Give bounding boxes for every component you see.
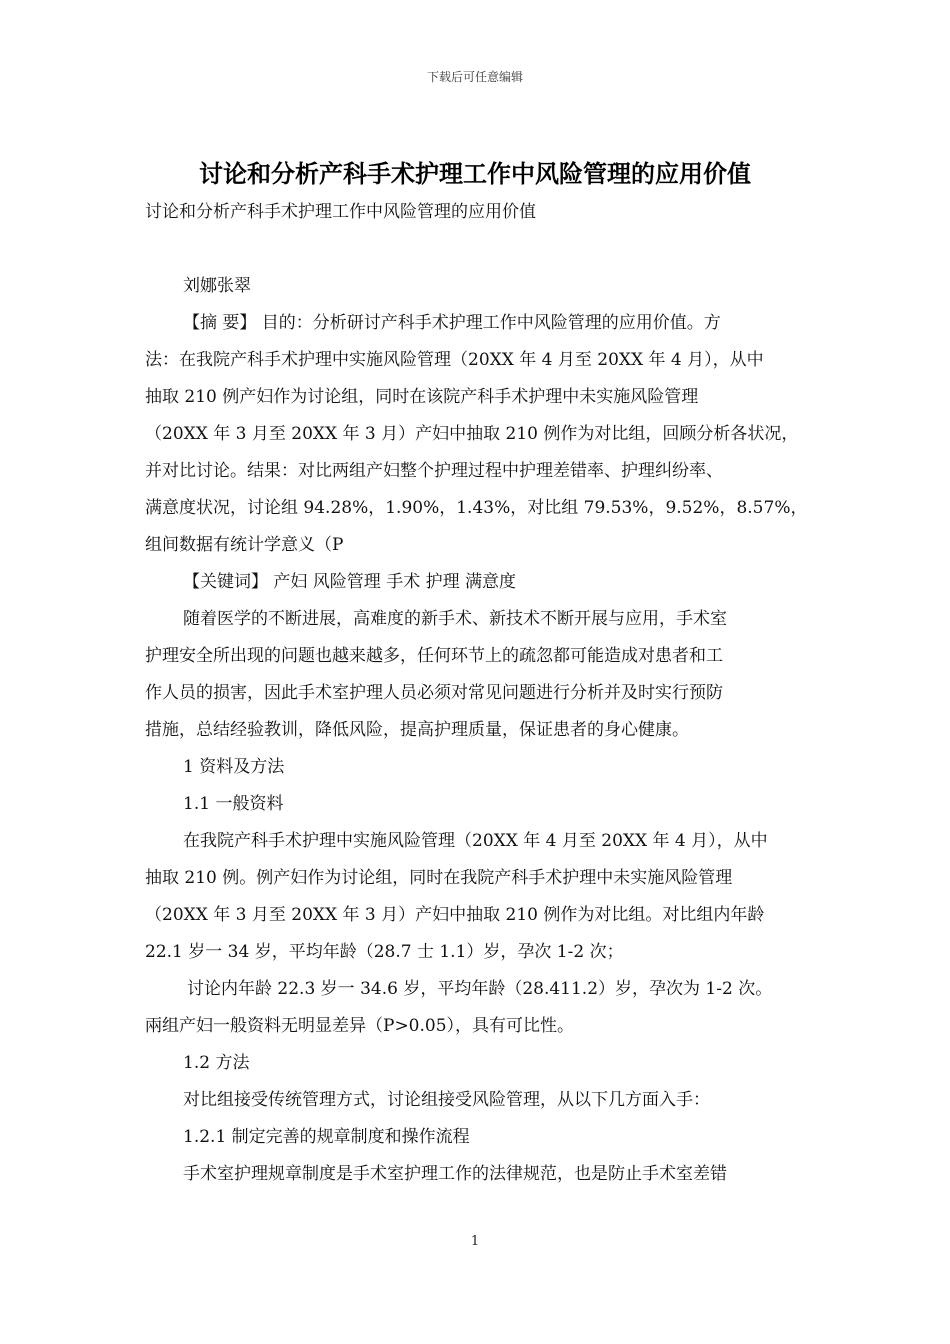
abstract-line: 法：在我院产科手术护理中实施风险管理（20XX 年 4 月至 20XX 年 4 月），从中 <box>145 350 764 370</box>
subtitle-line: 讨论和分析产科手术护理工作中风险管理的应用价值 <box>145 202 536 222</box>
paragraph-line: 兩组产妇一般资料无明显差异（P>0.05），具有可比性。 <box>145 1016 575 1036</box>
paragraph-line: 护理安全所出现的问题也越来越多，任何环节上的疏忽都可能造成对患者和工 <box>145 646 723 666</box>
paragraph-line: 对比组接受传统管理方式，讨论组接受风险管理，从以下几方面入手： <box>183 1090 710 1110</box>
subsection-heading: 1.2.1 制定完善的规章制度和操作流程 <box>183 1127 470 1147</box>
header-note: 下载后可任意编辑 <box>426 70 523 84</box>
paragraph-line: 随着医学的不断进展，高难度的新手术、新技术不断开展与应用，手术室 <box>183 609 727 629</box>
keywords-line: 【关键词】 产妇 风险管理 手术 护理 满意度 <box>183 572 517 592</box>
abstract-line: 并对比讨论。结果：对比两组产妇整个护理过程中护理差错率、护理纠纷率、 <box>145 461 723 481</box>
section-heading: 1 资料及方法 <box>183 757 285 777</box>
abstract-line: 抽取 210 例产妇作为讨论组，同时在该院产科手术护理中未实施风险管理 <box>145 387 699 407</box>
paragraph-line: 手术室护理规章制度是手术室护理工作的法律规范，也是防止手术室差错 <box>183 1164 727 1184</box>
paragraph-line: 22.1 岁一 34 岁，平均年龄（28.7 士 1.1）岁，孕次 1-2 次； <box>145 942 624 962</box>
subsection-heading: 1.1 一般资料 <box>183 794 284 814</box>
page-number: 1 <box>470 1234 480 1249</box>
subsection-heading: 1.2 方法 <box>183 1053 250 1073</box>
paragraph-line: 在我院产科手术护理中实施风险管理（20XX 年 4 月至 20XX 年 4 月），从中 <box>183 831 768 851</box>
abstract-line: 满意度状况，讨论组 94.28%，1.90%，1.43%，对比组 79.53%，9.52%，8.57%， <box>145 498 808 518</box>
paragraph-line: （20XX 年 3 月至 20XX 年 3 月）产妇中抽取 210 例作为对比组。对比组内年龄 <box>145 905 765 925</box>
document-body <box>145 194 813 1193</box>
paragraph-line: 抽取 210 例。例产妇作为讨论组，同时在我院产科手术护理中未实施风险管理 <box>145 868 733 888</box>
paragraph-line: 讨论内年龄 22.3 岁一 34.6 岁，平均年龄（28.411.2）岁，孕次为 1-2 次。 <box>187 979 773 999</box>
document-title: 讨论和分析产科手术护理工作中风险管理的应用价值 <box>199 159 751 188</box>
abstract-line: 组间数据有统计学意义（P <box>145 535 344 555</box>
blank-line <box>145 231 813 268</box>
author-line: 刘娜张翠 <box>183 276 251 296</box>
abstract-line: 【摘 要】 目的：分析研讨产科手术护理工作中风险管理的应用价值。方 <box>183 313 721 333</box>
abstract-line: （20XX 年 3 月至 20XX 年 3 月）产妇中抽取 210 例作为对比组，回顾分析各状况， <box>145 424 799 444</box>
paragraph-line: 作人员的损害，因此手术室护理人员必须对常见问题进行分析并及时实行预防 <box>145 683 723 703</box>
paragraph-line: 措施，总结经验教训，降低风险，提高护理质量，保证患者的身心健康。 <box>145 720 689 740</box>
